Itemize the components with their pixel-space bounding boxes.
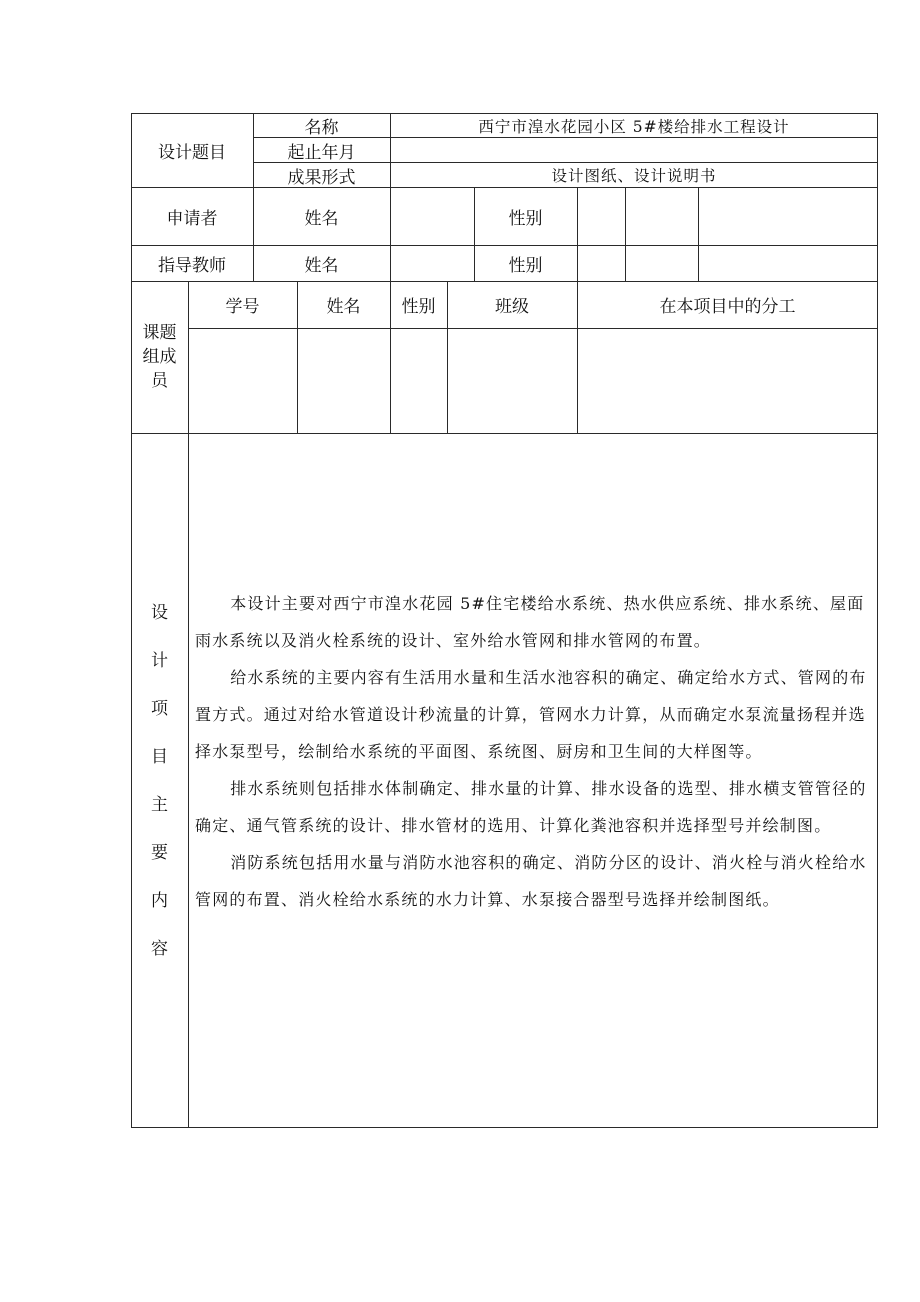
content-label-char: 要 (151, 842, 168, 863)
col-header-student-id: 学号 (225, 297, 260, 317)
col-divider (577, 187, 578, 281)
col-divider (188, 281, 189, 1128)
col-header-role: 在本项目中的分工 (659, 297, 796, 317)
col-header-class: 班级 (495, 297, 529, 317)
advisor-gender-label: 性别 (508, 255, 543, 276)
applicant-name-label: 姓名 (304, 208, 339, 229)
col-divider (625, 187, 626, 281)
group-members-label (131, 281, 188, 433)
content-paragraph: 消防系统包括用水量与消防水池容积的确定、消防分区的设计、消火栓与消火栓给水管网的布置、消火栓给水系统的水力计算、水泵接合器型号选择并绘制图纸。 (195, 853, 867, 909)
result-form-label: 成果形式 (287, 167, 356, 188)
group-label-line: 员 (151, 371, 168, 391)
advisor-name-label: 姓名 (304, 255, 339, 276)
applicant-gender-label: 性别 (508, 208, 543, 229)
result-form-value: 设计图纸、设计说明书 (551, 167, 717, 185)
col-divider (698, 187, 699, 281)
name-label: 名称 (304, 118, 339, 138)
content-label-char: 内 (151, 890, 168, 911)
row-divider (131, 433, 878, 434)
design-topic-label: 设计题目 (158, 142, 226, 163)
applicant-label: 申请者 (166, 208, 218, 229)
content-body (195, 585, 875, 918)
col-header-name: 姓名 (326, 297, 361, 317)
content-label-char: 主 (151, 794, 168, 815)
content-label-char: 项 (151, 698, 168, 719)
content-label-char: 容 (151, 938, 168, 959)
content-paragraph: 排水系统则包括排水体制确定、排水量的计算、排水设备的选型、排水横支管管径的确定、通气管系统的设计、排水管材的选用、计算化粪池容积并选择型号并绘制图。 (195, 779, 867, 835)
content-paragraph: 本设计主要对西宁市湟水花园 5#住宅楼给水系统、热水供应系统、排水系统、屋面雨水系统以及消火栓系统的设计、室外给水管网和排水管网的布置。 (195, 594, 865, 650)
content-label-char: 目 (151, 746, 168, 767)
row-divider (188, 328, 878, 329)
content-label-char: 计 (151, 650, 168, 671)
border-bottom (131, 1127, 878, 1128)
project-name-value: 西宁市湟水花园小区 5#楼给排水工程设计 (478, 117, 790, 136)
group-label-line: 组成 (142, 347, 177, 367)
application-form-table (131, 113, 878, 1128)
col-header-gender: 性别 (401, 297, 436, 317)
advisor-label: 指导教师 (158, 255, 226, 276)
content-label-char: 设 (151, 602, 168, 623)
period-value (390, 138, 878, 163)
content-paragraph: 给水系统的主要内容有生活用水量和生活水池容积的确定、确定给水方式、管网的布置方式。通过对给水管道设计秒流量的计算，管网水力计算，从而确定水泵流量扬程并选择水泵型号，绘制给水系统的平面图、系统图、厨房和卫生间的大样图等。 (195, 668, 867, 761)
content-section-label (131, 433, 188, 1128)
border-right (877, 113, 878, 1128)
period-label: 起止年月 (287, 143, 356, 163)
group-label-line: 课题 (142, 323, 177, 343)
